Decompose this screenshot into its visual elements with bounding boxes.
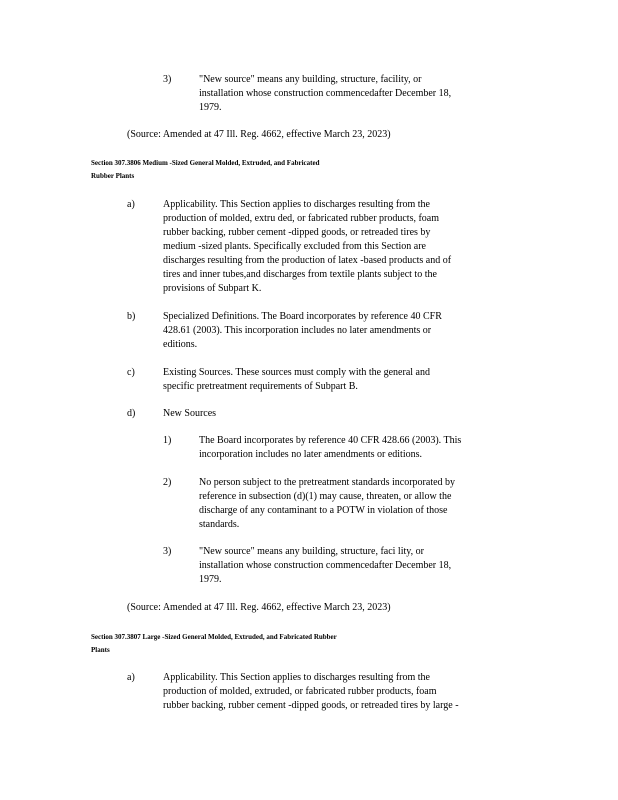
item-text: "New source" means any building, structure, facility, or installation whose construction commencedafter December 18, 1979.: [199, 74, 452, 113]
subsection-letter: c): [127, 367, 135, 378]
subsection-letter: d): [127, 408, 136, 419]
item-text: The Board incorporates by reference 40 CFR 428.66 (2003). This incorporation includes no later amendments or editions.: [199, 435, 462, 460]
section-heading: Section 307.3806 Medium -Sized General Molded, Extruded, and Fabricated: [91, 159, 320, 167]
item-number: 2): [163, 477, 172, 488]
subsection-text: Applicability. This Section applies to discharges resulting from the production of molded, extru ded, or fabricated rubber products, foam rubber backing, rubber cement -dipped goods, or retreaded tires by medium -sized plants. Specifically excluded from this Section are discharges resulting from the production of latex -based products and of tires and inner tubes,and discharges from textile plants subject to the provisions of Subpart K.: [163, 199, 452, 294]
item-text: "New source" means any building, structure, faci lity, or installation whose construction commencedafter December 18, 1979.: [199, 546, 452, 585]
source-note: (Source: Amended at 47 Ill. Reg. 4662, effective March 23, 2023): [127, 129, 391, 140]
item-number: 3): [163, 546, 172, 557]
subsection-letter: b): [127, 311, 136, 322]
item-text: No person subject to the pretreatment standards incorporated by reference in subsection (d)(1) may cause, threaten, or allow the discharge of any contaminant to a POTW in violation of those standards.: [199, 477, 456, 530]
subsection-letter: a): [127, 199, 135, 210]
section-heading-continued: Plants: [91, 646, 110, 654]
source-note: (Source: Amended at 47 Ill. Reg. 4662, effective March 23, 2023): [127, 602, 391, 613]
subsection-text: Specialized Definitions. The Board incorporates by reference 40 CFR 428.61 (2003). This incorporation includes no later amendments or editions.: [163, 311, 442, 350]
subsection-text: Existing Sources. These sources must comply with the general and specific pretreatment requirements of Subpart B.: [163, 367, 430, 392]
subsection-title: New Sources: [163, 408, 217, 419]
subsection-letter: a): [127, 672, 135, 683]
section-heading: Section 307.3807 Large -Sized General Molded, Extruded, and Fabricated Rubber: [91, 633, 337, 641]
item-number: 1): [163, 435, 172, 446]
section-heading-continued: Rubber Plants: [91, 172, 135, 180]
subsection-text: Applicability. This Section applies to discharges resulting from the production of molded, extruded, or fabricated rubber products, foam rubber backing, rubber cement -dipped goods, or retreaded tires by large -: [163, 672, 459, 711]
item-number: 3): [163, 74, 172, 85]
